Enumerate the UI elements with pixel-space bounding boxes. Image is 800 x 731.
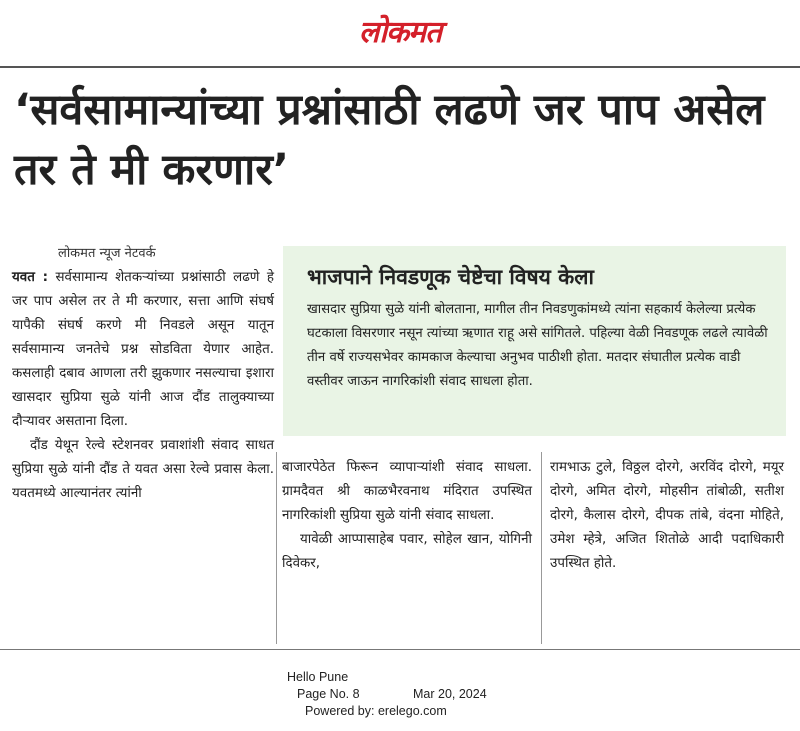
newspaper-logo: लोकमत <box>358 15 442 50</box>
boxout-title: भाजपाने निवडणूक चेष्टेचा विषय केला <box>307 265 594 289</box>
column-divider <box>541 452 542 644</box>
byline: लोकमत न्यूज नेटवर्क <box>58 246 156 261</box>
article-paragraph-1 <box>12 266 274 434</box>
dateline: यवत : <box>12 270 49 285</box>
article-column-2 <box>282 456 532 576</box>
masthead <box>0 0 800 66</box>
footer-date: Mar 20, 2024 <box>413 687 487 701</box>
article-paragraph-4: यावेळी आप्पासाहेब पवार, सोहेल खान, योगिनी दिवेकर, <box>282 532 532 571</box>
column-divider <box>276 452 277 644</box>
headline: ‘सर्वसामान्यांच्या प्रश्नांसाठी लढणे जर पाप असेल तर ते मी करणार’ <box>14 85 765 195</box>
footer-powered-by[interactable]: Powered by: erelego.com <box>305 704 447 718</box>
article-column-3 <box>550 456 784 576</box>
footer-edition: Hello Pune <box>287 670 349 684</box>
article-column-1 <box>12 266 274 506</box>
footer-page-number: Page No. 8 <box>297 687 360 701</box>
masthead-divider <box>0 66 800 68</box>
boxout-panel <box>283 246 786 436</box>
footer-divider <box>0 649 800 650</box>
boxout-body: खासदार सुप्रिया सुळे यांनी बोलताना, मागील तीन निवडणुकांमध्ये त्यांना सहकार्य केलेल्या प्रत्येक घटकाला विसरणार नसून त्यांच्या ऋणात राहू असे सांगितले. पहिल्या वेळी निवडणूक लढले त्यावेळी तीन वर्षे राज्यसभेवर कामकाज केल्याचा अनुभव पाठीशी होता. मतदार संघातील प्रत्येक वाडी वस्तीवर जाऊन नागरिकांशी संवाद साधला होता. <box>307 302 768 389</box>
article-paragraph-5: रामभाऊ टुले, विठ्ठल दोरगे, अरविंद दोरगे, मयूर दोरगे, अमित दोरगे, मोहसीन तांबोळी, सतीश दोरगे, कैलास दोरगे, दीपक तांबे, वंदना मोहिते, उमेश म्हेत्रे, अजित शितोळे आदी पदाधिकारी उपस्थित होते. <box>550 460 784 571</box>
article-paragraph-3: बाजारपेठेत फिरून व्यापाऱ्यांशी संवाद साधला. ग्रामदैवत श्री काळभैरवनाथ मंदिरात उपस्थित नागरिकांशी सुप्रिया सुळे यांनी संवाद साधला. <box>282 460 532 523</box>
article-paragraph-2: दौंड येथून रेल्वे स्टेशनवर प्रवाशांशी संवाद साधत सुप्रिया सुळे यांनी दौंड ते यवत असा रेल्वे प्रवास केला. यवतमध्ये आल्यानंतर त्यांनी <box>12 438 274 501</box>
paragraph-1-text: सर्वसामान्य शेतकऱ्यांच्या प्रश्नांसाठी लढणे हे जर पाप असेल तर ते मी करणार, सत्ता आणि संघर्ष यापैकी संघर्ष करणे मी निवडले असून यातून सर्वसामान्य जनतेचे प्रश्न सोडविता येणार आहेत. कसलाही दबाव आणला तरी झुकणार नसल्याचा इशारा खासदार सुप्रिया सुळे यांनी आज दौंड तालुक्याच्या दौऱ्यावर असताना दिला. <box>12 270 274 429</box>
